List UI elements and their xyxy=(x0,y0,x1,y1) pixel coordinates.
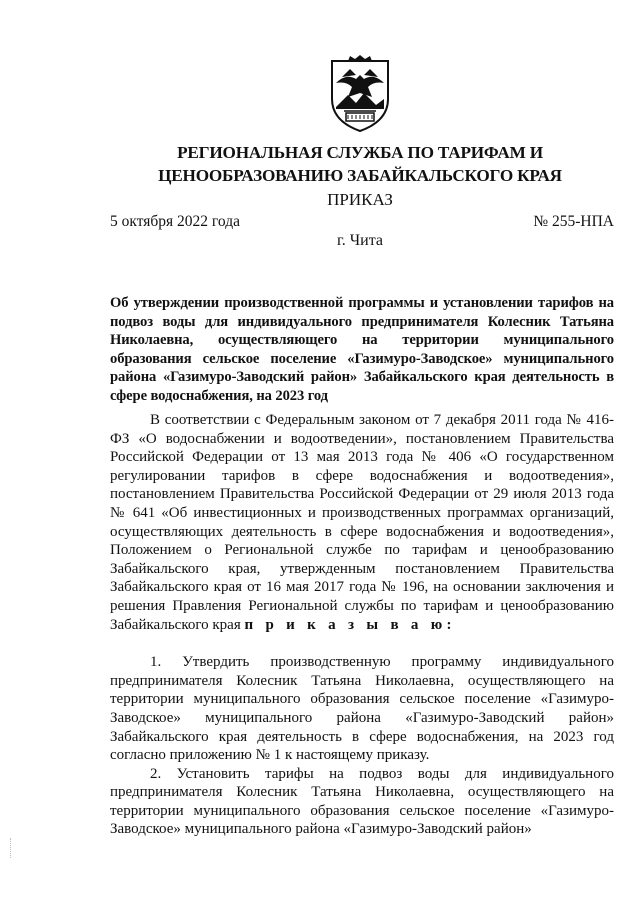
document-body xyxy=(110,411,614,839)
order-item-2: 2. Установить тарифы на подвоз воды для индивидуального предпринимателя Колесник Татьяна Николаевна, осуществляющего на территории муниципального образования сельское поселение «Газимуро-Заводское» муниципального района «Газимуро-Заводский район» xyxy=(110,765,614,838)
order-item-1: 1. Утвердить производственную программу индивидуального предпринимателя Колесник Татьяна Николаевна, осуществляющего на территории муниципального образования сельское поселение «Газимуро-Заводское» муниципального района «Газимуро-Заводский район» Забайкальского края деятельность в сфере водоснабжения, на 2023 год согласно приложению № 1 к настоящему приказу. xyxy=(110,654,614,764)
organization-title-line-2: ЦЕНООБРАЗОВАНИЮ ЗАБАЙКАЛЬСКОГО КРАЯ xyxy=(158,166,562,185)
document-city: г. Чита xyxy=(336,232,383,249)
organization-title xyxy=(80,141,640,187)
preamble-paragraph xyxy=(110,411,614,634)
organization-title-line-1: РЕГИОНАЛЬНАЯ СЛУЖБА ПО ТАРИФАМ И xyxy=(177,143,543,162)
document-date: 5 октября 2022 года xyxy=(110,213,240,230)
paragraph-spacer xyxy=(110,634,614,653)
document-type: ПРИКАЗ xyxy=(327,190,393,209)
coat-of-arms-emblem xyxy=(326,55,394,133)
scan-margin-mark xyxy=(10,838,13,858)
document-number: № 255-НПА xyxy=(533,213,614,230)
preamble-text: В соответствии с Федеральным законом от 7 декабря 2011 года № 416-ФЗ «О водоснабжении и водоотведении», постановлением Правительства Российской Федерации от 13 мая 2013 года № 406 «О государственном регулировании тарифов в сфере водоснабжения и водоотведения», постановлением Правительства Российской Федерации от 29 июля 2013 года № 641 «Об инвестиционных и производственных программах организаций, осуществляющих деятельность в сфере водоснабжения и водоотведения», Положением о Региональной службе по тарифам и ценообразованию Забайкальского края, утвержденным постановлением Правительства Забайкальского края от 16 мая 2017 года № 196, на основании заключения и решения Правления Региональной службы по тарифам и ценообразованию Забайкальского края xyxy=(110,412,614,633)
document-subject: Об утверждении производственной программы и установлении тарифов на подвоз воды для индивидуального предпринимателя Колесник Татьяна Николаевна, осуществляющего на территории муниципального образования сельское поселение «Газимуро-Заводское» муниципального района «Газимуро-Заводский район» Забайкальского края деятельность в сфере водоснабжения, на 2023 год xyxy=(110,295,614,404)
order-verb: п р и к а з ы в а ю: xyxy=(244,616,456,633)
